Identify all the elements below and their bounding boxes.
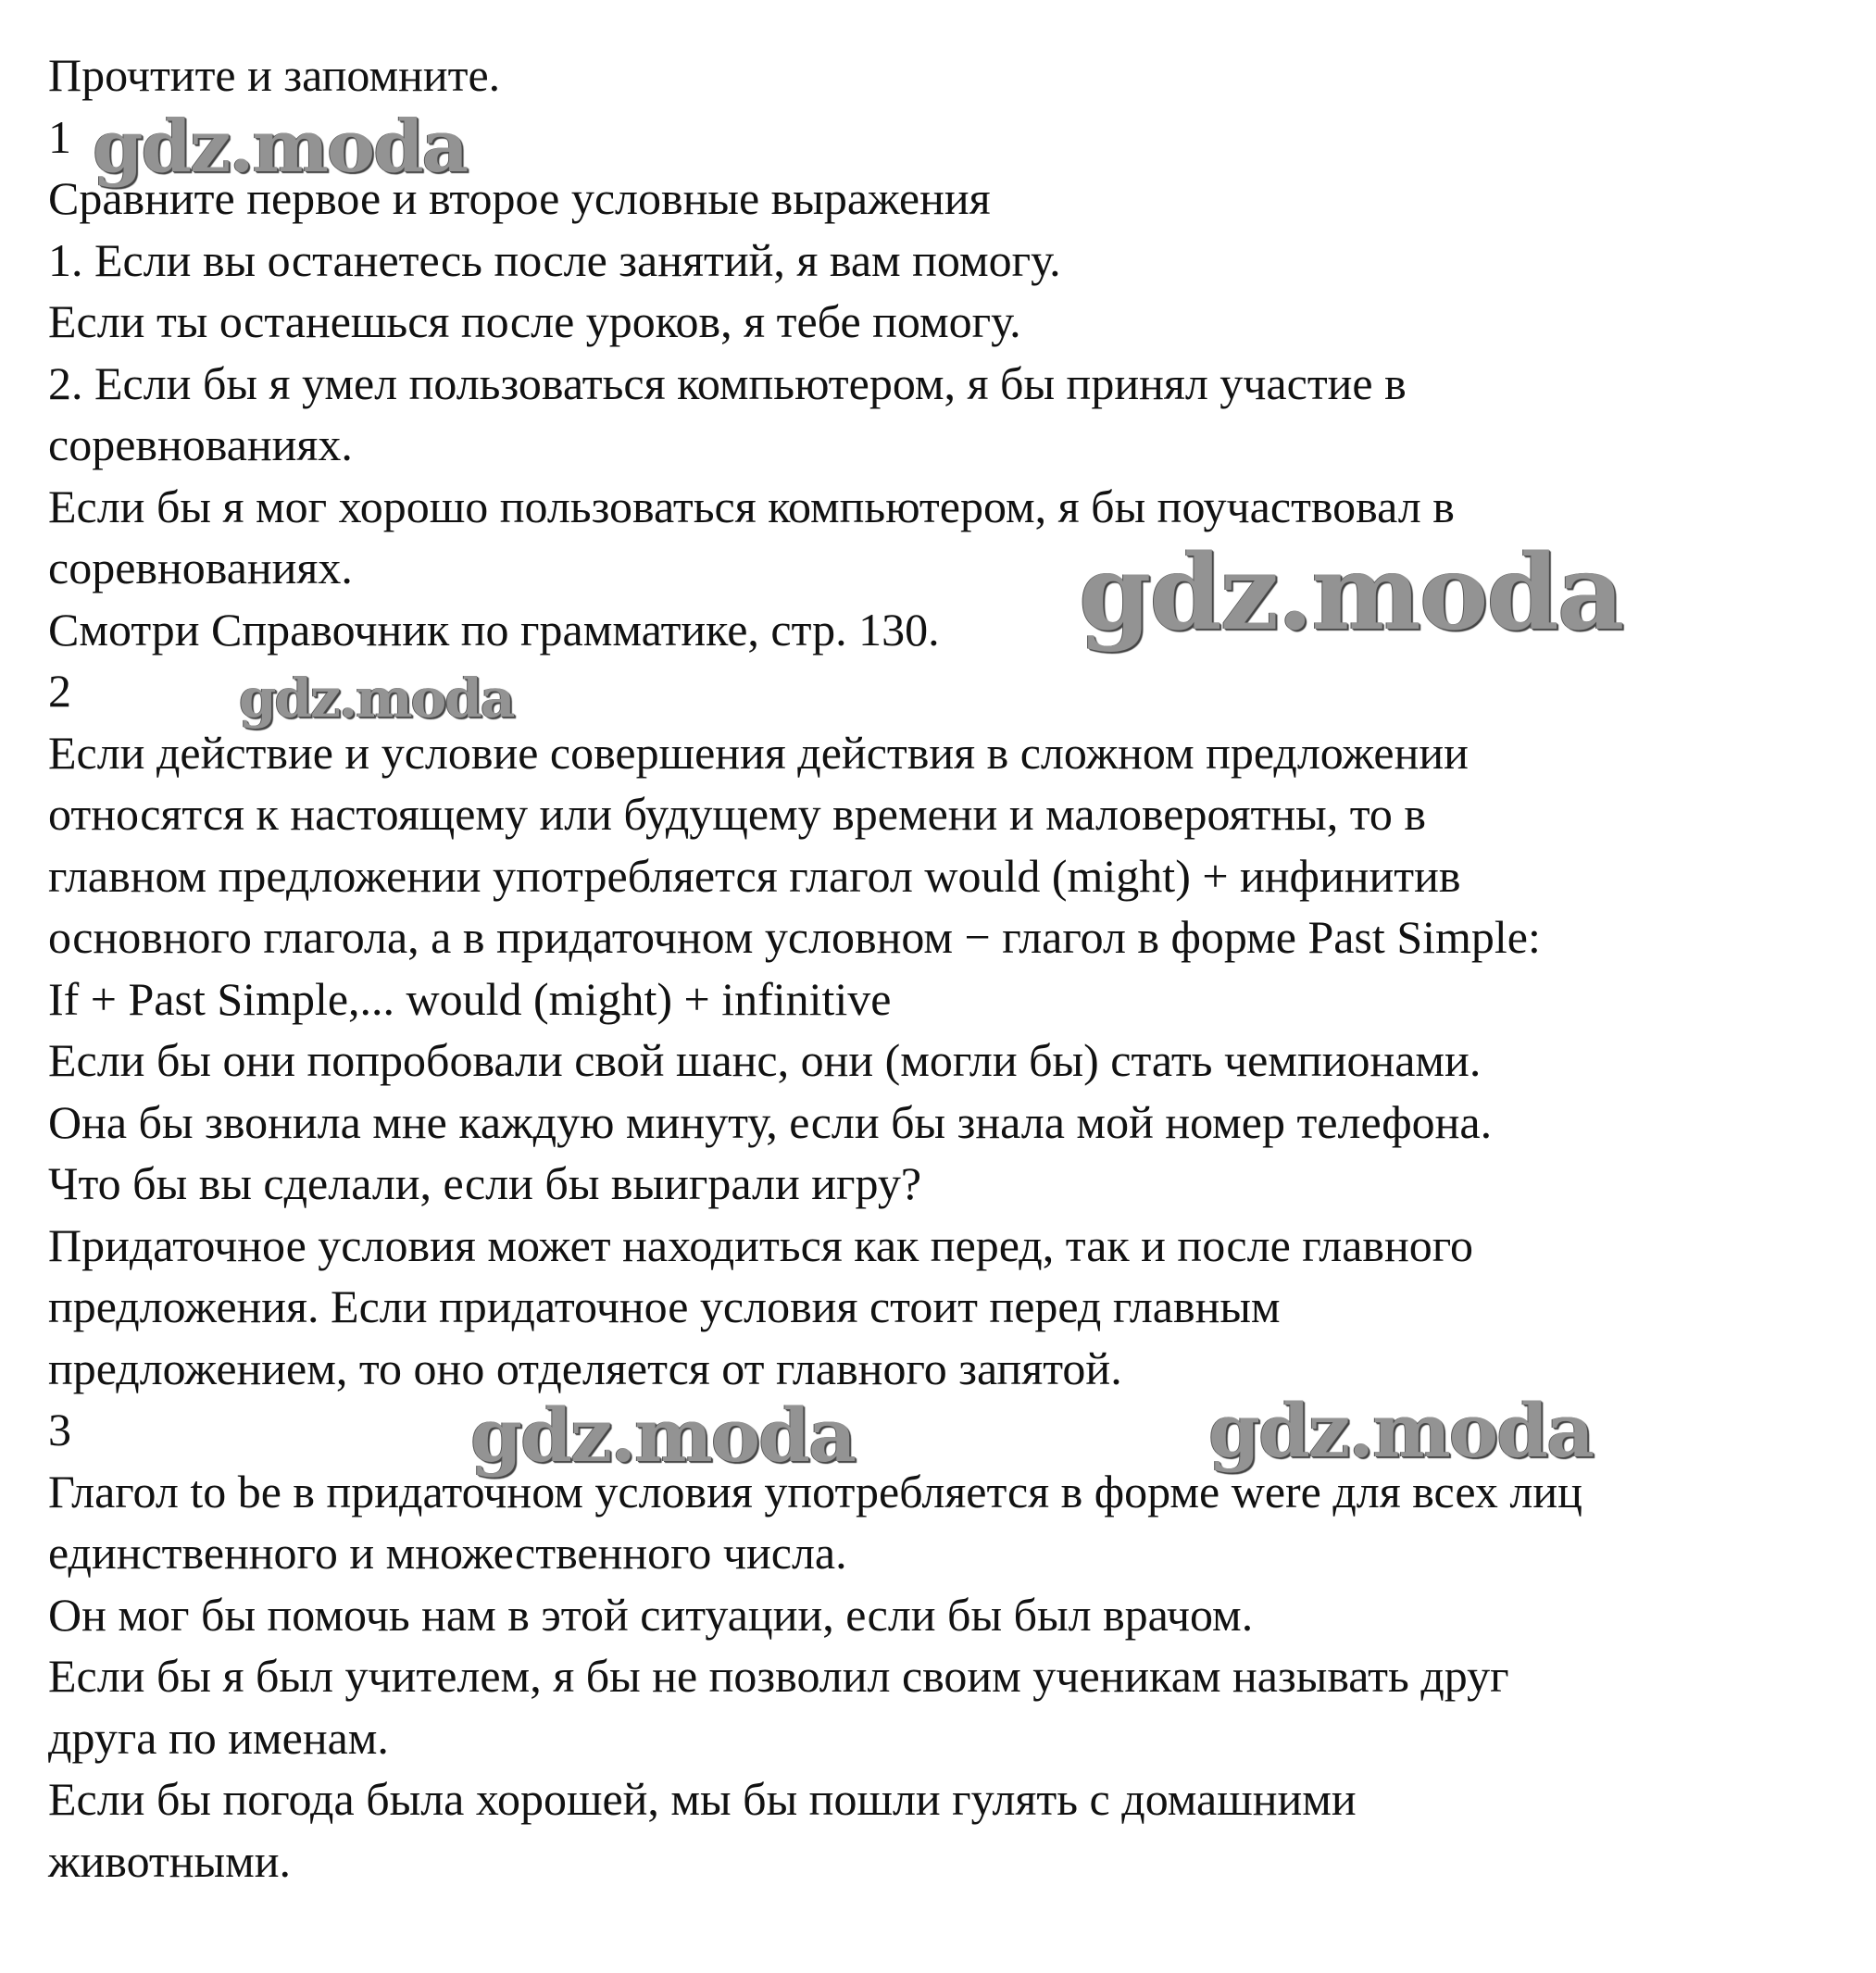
text-line: 1. Если вы останетесь после занятий, я вам помогу. (48, 233, 1061, 286)
watermark: gdz.moda (1208, 1387, 1593, 1474)
text-line: Глагол to be в придаточном условия употребляется в форме were для всех лиц (48, 1465, 1582, 1517)
text-line: друга по именам. (48, 1711, 389, 1764)
text-line: главном предложении употребляется глагол would (might) + инфинитив (48, 849, 1461, 902)
text-line: единственного и множественного числа. (48, 1527, 847, 1579)
section-number-2: 2 (48, 665, 71, 717)
watermark: gdz.moda (470, 1392, 855, 1479)
text-line: Если бы я был учителем, я бы не позволил своим ученикам называть друг (48, 1650, 1509, 1702)
text-line: Если бы они попробовали свой шанс, они (могли бы) стать чемпионами. (48, 1034, 1482, 1086)
text-line: Что бы вы сделали, если бы выиграли игру? (48, 1157, 922, 1209)
text-line: предложением, то оно отделяется от главного запятой. (48, 1342, 1122, 1394)
formula-line: If + Past Simple,... would (might) + infinitive (48, 972, 892, 1025)
grammar-reference: Смотри Справочник по грамматике, стр. 130. (48, 603, 940, 656)
text-line: 2. Если бы я умел пользоваться компьютером, я бы принял участие в (48, 356, 1407, 409)
text-line: Если бы погода была хорошей, мы бы пошли гулять с домашними (48, 1773, 1357, 1825)
text-line: основного глагола, а в придаточном условном − глагол в форме Past Simple: (48, 911, 1541, 963)
text-line: предложения. Если придаточное условия стоит перед главным (48, 1280, 1281, 1332)
text-line: относятся к настоящему или будущему времени и маловероятны, то в (48, 788, 1427, 840)
watermark: gdz.moda (239, 667, 514, 730)
watermark: gdz.moda (1079, 532, 1623, 654)
text-line: соревнованиях. (48, 542, 353, 593)
text-line: Если действие и условие совершения действия в сложном предложении (48, 726, 1469, 779)
text-line: Он мог бы помочь нам в этой ситуации, если бы был врачом. (48, 1588, 1254, 1641)
section-number-1: 1 (48, 110, 71, 163)
watermark: gdz.moda (93, 105, 468, 189)
text-line: Если ты останешься после уроков, я тебе помогу. (48, 295, 1021, 347)
text-line: Если бы я мог хорошо пользоваться компьютером, я бы поучаствовал в (48, 480, 1455, 532)
text-line: Придаточное условия может находиться как перед, так и после главного (48, 1218, 1474, 1271)
section-1-heading: Сравните первое и второе условные выражения (48, 172, 991, 224)
text-line: животными. (48, 1834, 292, 1887)
intro-instruction: Прочтите и запомните. (48, 49, 501, 101)
document-text (48, 44, 1863, 1892)
text-line: Она бы звонила мне каждую минуту, если бы знала мой номер телефона. (48, 1095, 1493, 1148)
text-line: соревнованиях. (48, 418, 353, 470)
section-number-3: 3 (48, 1404, 71, 1455)
